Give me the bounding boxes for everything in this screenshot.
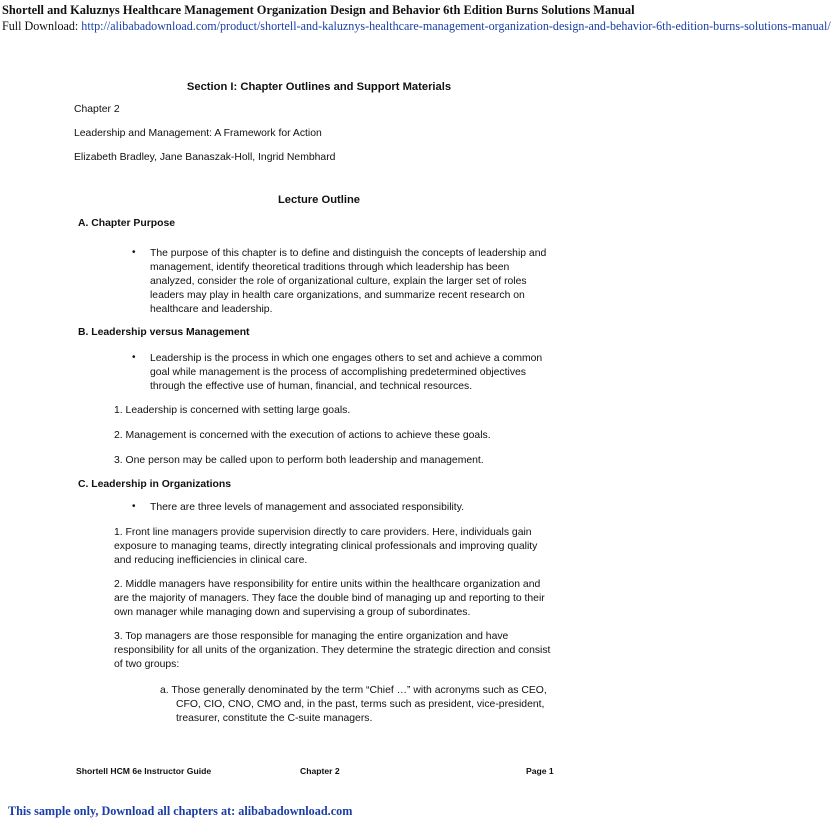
section-c-para-line: are the majority of managers. They face the double bind of managing up and reporting to their bbox=[114, 593, 545, 604]
banner-title: Shortell and Kaluznys Healthcare Management Organization Design and Behavior 6th Edition Burns Solutions Manual bbox=[2, 3, 635, 17]
section-c-para-line: exposure to managing teams, directly integrating clinical professionals and improving quality bbox=[114, 541, 538, 552]
bullet-icon: • bbox=[132, 501, 136, 512]
section-c-para-line: responsibility for all units of the organization. They determine the strategic direction and consist bbox=[114, 645, 551, 656]
lecture-outline-title: Lecture Outline bbox=[277, 194, 361, 206]
section-c-para-line: 2. Middle managers have responsibility for entire units within the healthcare organization and bbox=[114, 579, 541, 590]
section-a-bullet-line: analyzed, consider the role of organizational culture, explain the larger set of roles bbox=[150, 276, 527, 287]
authors: Elizabeth Bradley, Jane Banaszak-Holl, Ingrid Nembhard bbox=[74, 152, 336, 163]
section-b-item: 1. Leadership is concerned with setting large goals. bbox=[114, 405, 351, 416]
section-c-heading: C. Leadership in Organizations bbox=[78, 479, 231, 490]
section-c-para-line: and reducing inefficiencies in clinical care. bbox=[114, 555, 308, 566]
section-a-bullet-line: The purpose of this chapter is to define and distinguish the concepts of leadership and bbox=[150, 248, 547, 259]
section-a-heading: A. Chapter Purpose bbox=[78, 218, 175, 229]
bullet-icon: • bbox=[132, 247, 136, 258]
download-label: Full Download: bbox=[2, 19, 82, 33]
section-c-bullet: There are three levels of management and associated responsibility. bbox=[150, 502, 465, 513]
bottom-download-banner[interactable]: This sample only, Download all chapters at: alibabadownload.com bbox=[8, 804, 353, 818]
footer-page: Page 1 bbox=[526, 766, 554, 776]
footer-chapter: Chapter 2 bbox=[300, 766, 340, 776]
bullet-icon: • bbox=[132, 352, 136, 363]
section-a-bullet-line: management, identify theoretical traditions through which leadership has been bbox=[150, 262, 510, 273]
section-b-bullet-line: through the effective use of human, financial, and technical resources. bbox=[150, 381, 473, 392]
section-c-sub-item-line: a. Those generally denominated by the term “Chief …” with acronyms such as CEO, bbox=[160, 685, 547, 696]
section-c-sub-item-line: treasurer, constitute the C-suite managers. bbox=[176, 713, 373, 724]
section-b-bullet-line: Leadership is the process in which one engages others to set and achieve a common bbox=[150, 353, 543, 364]
section-c-para-line: own manager while managing down and supervising a group of subordinates. bbox=[114, 607, 471, 618]
section-b-item: 3. One person may be called upon to perform both leadership and management. bbox=[114, 455, 484, 466]
section-c-para-line: 1. Front line managers provide supervision directly to care providers. Here, individuals gain bbox=[114, 527, 532, 538]
section-title: Section I: Chapter Outlines and Support Materials bbox=[186, 81, 452, 93]
download-link[interactable]: http://alibabadownload.com/product/shortell-and-kaluznys-healthcare-management-organization-design-and-behavior-6th-edition-burns-solutions-manual/ bbox=[81, 19, 831, 33]
chapter-title: Leadership and Management: A Framework for Action bbox=[74, 128, 322, 139]
footer-guide: Shortell HCM 6e Instructor Guide bbox=[76, 766, 212, 776]
section-c-sub-item-line: CFO, CIO, CNO, CMO and, in the past, terms such as president, vice-president, bbox=[176, 699, 545, 710]
section-b-heading: B. Leadership versus Management bbox=[78, 327, 250, 338]
section-c-para-line: 3. Top managers are those responsible for managing the entire organization and have bbox=[114, 631, 509, 642]
section-a-bullet-line: leaders may play in health care organizations, and summarize recent research on bbox=[150, 290, 525, 301]
chapter-label: Chapter 2 bbox=[74, 104, 120, 115]
section-c-para-line: of two groups: bbox=[114, 659, 180, 670]
section-b-bullet-line: goal while management is the process of accomplishing predetermined objectives bbox=[150, 367, 526, 378]
section-b-item: 2. Management is concerned with the execution of actions to achieve these goals. bbox=[114, 430, 491, 441]
section-a-bullet-line: healthcare and leadership. bbox=[150, 304, 273, 315]
